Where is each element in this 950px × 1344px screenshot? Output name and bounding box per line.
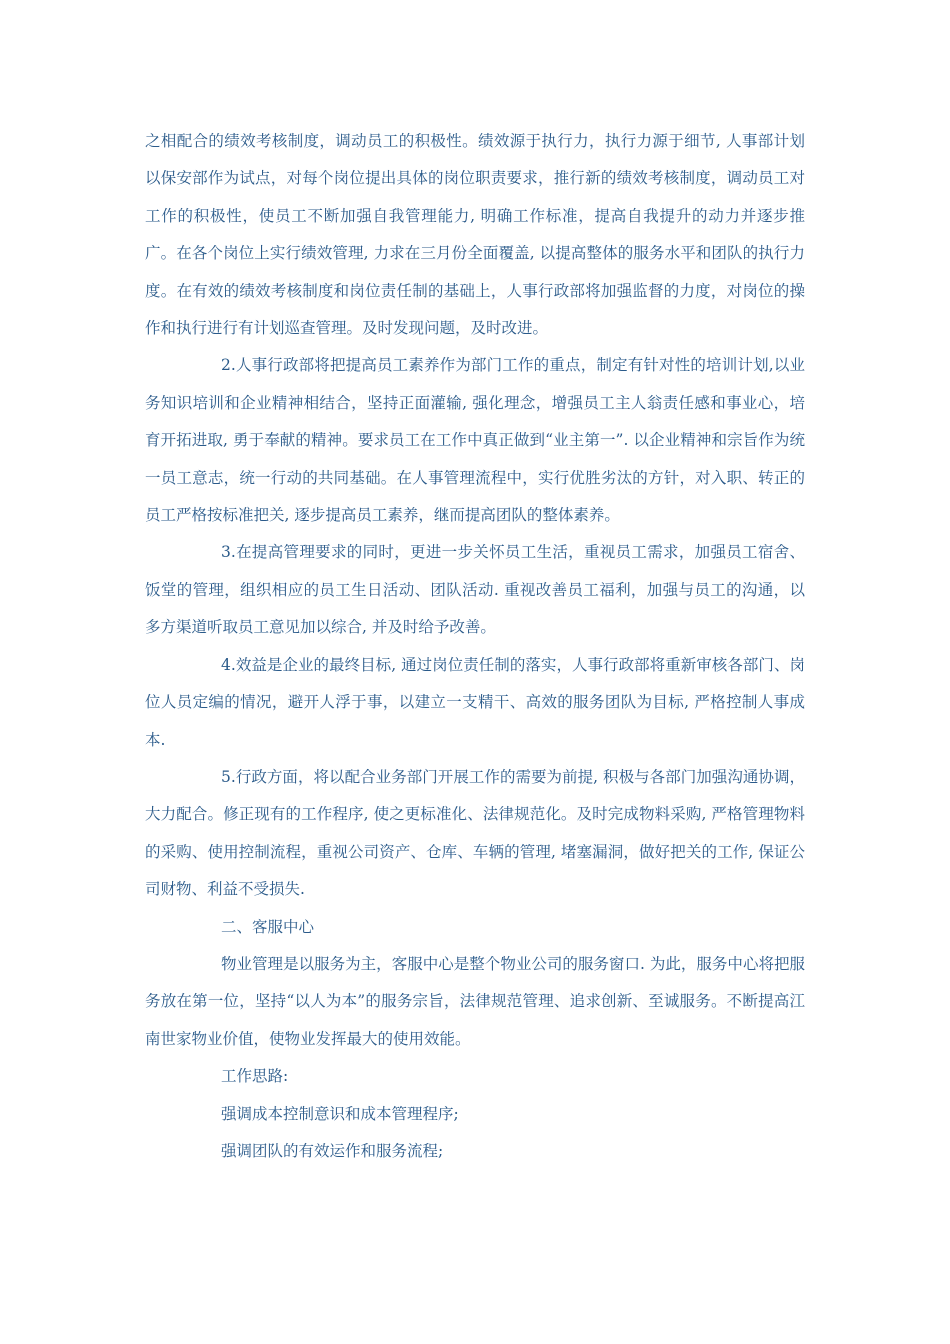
paragraph-item-5-administration: 5.行政方面，将以配合业务部门开展工作的需要为前提, 积极与各部门加强沟通协调，大力配合。修正现有的工作程序, 使之更标准化、法律规范化。及时完成物料采购, 严格管理物料的采购、使用控制流程，重视公司资产、仓库、车辆的管理, 堵塞漏洞，做好把关的工作, 保证公司财物、利益不受损失. [145, 767, 805, 899]
document-body [145, 123, 805, 1170]
work-approach-item-team-operation: 强调团队的有效运作和服务流程; [221, 1141, 444, 1160]
paragraph-item-3-staff-care: 3.在提高管理要求的同时，更进一步关怀员工生活，重视员工需求，加强员工宿舍、饭堂的管理，组织相应的员工生日活动、团队活动. 重视改善员工福利，加强与员工的沟通，以多方渠道听取员工意见加以综合, 并及时给予改善。 [145, 543, 805, 637]
paragraph-item-2-staff-quality: 2.人事行政部将把提高员工素养作为部门工作的重点，制定有针对性的培训计划,以业务知识培训和企业精神相结合，坚持正面灌输, 强化理念，增强员工主人翁责任感和事业心，培育开拓进取, 勇于奉献的精神。要求员工在工作中真正做到“业主第一”. 以企业精神和宗旨作为统一员工意志，统一行动的共同基础。在人事管理流程中，实行优胜劣汰的方针，对入职、转正的员工严格按标准把关, 逐步提高员工素养，继而提高团队的整体素养。 [145, 356, 805, 525]
paragraph-performance-system: 之相配合的绩效考核制度，调动员工的积极性。绩效源于执行力，执行力源于细节, 人事部计划以保安部作为试点，对每个岗位提出具体的岗位职责要求，推行新的绩效考核制度，调动员工对工作的积极性，使员工不断加强自我管理能力, 明确工作标准，提高自我提升的动力并逐步推广。在各个岗位上实行绩效管理, 力求在三月份全面覆盖, 以提高整体的服务水平和团队的执行力度。在有效的绩效考核制度和岗位责任制的基础上，人事行政部将加强监督的力度，对岗位的操作和执行进行有计划巡查管理。及时发现问题，及时改进。 [145, 132, 805, 338]
paragraph-customer-service-intro: 物业管理是以服务为主，客服中心是整个物业公司的服务窗口. 为此，服务中心将把服务放在第一位，坚持“以人为本”的服务宗旨，法律规范管理、追求创新、至诚服务。不断提高江南世家物业价值，使物业发挥最大的使用效能。 [145, 954, 805, 1048]
work-approach-item-cost-control: 强调成本控制意识和成本管理程序; [221, 1104, 459, 1123]
paragraph-item-4-efficiency: 4.效益是企业的最终目标, 通过岗位责任制的落实，人事行政部将重新审核各部门、岗位人员定编的情况，避开人浮于事，以建立一支精干、高效的服务团队为目标, 严格控制人事成本. [145, 655, 805, 749]
work-approach-label: 工作思路: [221, 1067, 289, 1086]
section-heading-customer-service: 二、客服中心 [221, 917, 315, 936]
